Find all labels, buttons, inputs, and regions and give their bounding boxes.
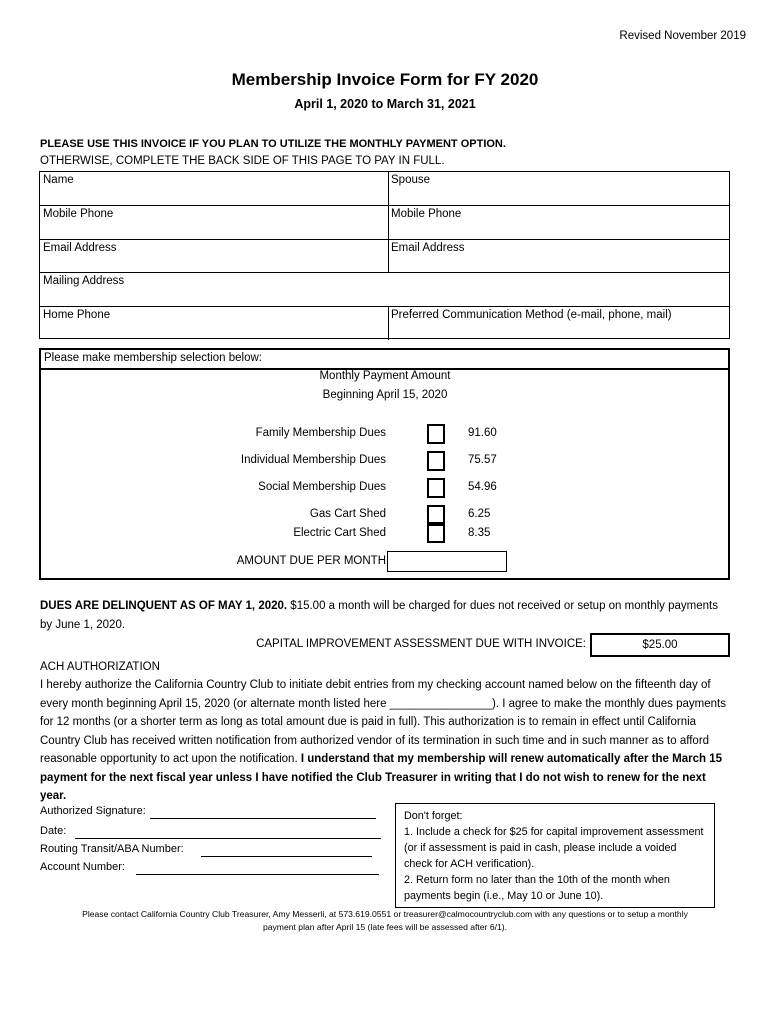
capital-assessment-amount: $25.00: [590, 633, 730, 657]
ach-authorization-text: [40, 676, 730, 806]
instruction-normal: OTHERWISE, COMPLETE THE BACK SIDE OF THIS PAGE TO PAY IN FULL.: [40, 155, 445, 167]
row-name: [40, 172, 729, 206]
social-dues-label: Social Membership Dues: [258, 481, 386, 493]
mailing-address-label: Mailing Address: [43, 275, 125, 287]
amount-due-input[interactable]: [387, 551, 507, 572]
spouse-label: Spouse: [391, 174, 431, 186]
ach-renewal-bold: I understand that my membership will renew automatically after the March 15 payment for the next fiscal year unless I have notified the Club Treasurer in writing that I do not wish to renew for the next year.: [40, 753, 723, 802]
delinquent-notice: [40, 597, 730, 634]
gas-cart-checkbox[interactable]: [427, 505, 445, 524]
spouse-email-field[interactable]: [388, 240, 729, 272]
mailing-address-field[interactable]: [40, 273, 729, 306]
home-phone-field[interactable]: [40, 307, 388, 340]
family-dues-amount: 91.60: [468, 427, 497, 439]
spouse-email-label: Email Address: [391, 242, 465, 254]
account-number-label: Account Number:: [40, 861, 125, 873]
gas-cart-amount: 6.25: [468, 508, 491, 520]
ach-text: I hereby authorize the California Country Club to initiate debit entries from my checking account named below on the fifteenth day of every month beginning April 15, 2020 (or alternate month listed here ________________). I agree to make the monthly dues payments for 12 months (or a shorter term as long as total amount due is paid in full). This authorization is to remain in effect until California Country Club has received written notification from authorized vendor of its termination in such time and in such manner as to afford reasonable opportunity to act upon the notification.: [40, 679, 726, 765]
routing-number-label: Routing Transit/ABA Number:: [40, 843, 184, 855]
row-mailing: [40, 273, 729, 307]
footer-contact: [0, 908, 770, 934]
mobile-phone-field[interactable]: [40, 206, 388, 239]
family-dues-label: Family Membership Dues: [255, 427, 386, 439]
home-phone-label: Home Phone: [43, 309, 111, 321]
form-subtitle: April 1, 2020 to March 31, 2021: [294, 97, 476, 111]
delinquent-bold: DUES ARE DELINQUENT AS OF MAY 1, 2020.: [40, 600, 288, 612]
ach-heading: ACH AUTHORIZATION: [40, 661, 160, 673]
social-dues-checkbox[interactable]: [427, 478, 445, 498]
spouse-mobile-phone-label: Mobile Phone: [391, 208, 462, 220]
name-label: Name: [43, 174, 74, 186]
form-title: Membership Invoice Form for FY 2020: [231, 70, 539, 89]
footer-line-2: payment plan after April 15 (late fees will be assessed after 6/1).: [262, 922, 508, 932]
mobile-phone-label: Mobile Phone: [43, 208, 114, 220]
electric-cart-amount: 8.35: [468, 527, 491, 539]
monthly-amount-heading: Monthly Payment Amount: [319, 370, 451, 382]
capital-assessment-label: CAPITAL IMPROVEMENT ASSESSMENT DUE WITH INVOICE:: [256, 638, 586, 650]
name-field[interactable]: [40, 172, 388, 205]
revised-date: Revised November 2019: [619, 30, 746, 42]
individual-dues-label: Individual Membership Dues: [240, 454, 386, 466]
authorized-signature-label: Authorized Signature:: [40, 805, 146, 817]
electric-cart-checkbox[interactable]: [427, 524, 445, 543]
family-dues-checkbox[interactable]: [427, 424, 445, 444]
reminder-item-2: 2. Return form no later than the 10th of the month when payments begin (i.e., May 10 or June 10).: [404, 874, 670, 902]
selection-heading: Please make membership selection below:: [41, 350, 728, 370]
email-field[interactable]: [40, 240, 388, 272]
individual-dues-checkbox[interactable]: [427, 451, 445, 471]
authorized-signature-field[interactable]: [150, 818, 376, 819]
contact-info-grid: [39, 171, 730, 339]
footer-line-1: Please contact California Country Club Treasurer, Amy Messerli, at 573.619.0551 or treasurer@calmocountryclub.com with any questions or to setup a monthly: [82, 909, 688, 919]
routing-number-field[interactable]: [201, 856, 372, 857]
individual-dues-amount: 75.57: [468, 454, 497, 466]
account-number-field[interactable]: [136, 874, 379, 875]
reminder-title: Don't forget:: [404, 810, 463, 822]
monthly-start-heading: Beginning April 15, 2020: [322, 389, 448, 401]
delinquent-text: $15.00 a month will be charged for dues not received or setup on monthly payments by June 1, 2020.: [40, 600, 718, 631]
row-mobile: [40, 206, 729, 240]
amount-due-label: AMOUNT DUE PER MONTH: [236, 555, 386, 567]
date-label: Date:: [40, 825, 67, 837]
date-field[interactable]: [75, 838, 381, 839]
gas-cart-label: Gas Cart Shed: [309, 508, 386, 520]
spouse-field[interactable]: [388, 172, 729, 205]
electric-cart-label: Electric Cart Shed: [293, 527, 386, 539]
spouse-mobile-phone-field[interactable]: [388, 206, 729, 239]
instruction-bold: PLEASE USE THIS INVOICE IF YOU PLAN TO UTILIZE THE MONTHLY PAYMENT OPTION.: [40, 138, 506, 150]
email-label: Email Address: [43, 242, 117, 254]
row-home-phone: [40, 307, 729, 340]
row-email: [40, 240, 729, 273]
preferred-communication-field[interactable]: [388, 307, 729, 340]
reminder-item-1: 1. Include a check for $25 for capital improvement assessment (or if assessment is paid in cash, please include a voided check for ACH verification).: [404, 826, 704, 870]
reminder-box: [395, 803, 715, 908]
social-dues-amount: 54.96: [468, 481, 497, 493]
preferred-communication-label: Preferred Communication Method (e-mail, phone, mail): [391, 309, 672, 321]
